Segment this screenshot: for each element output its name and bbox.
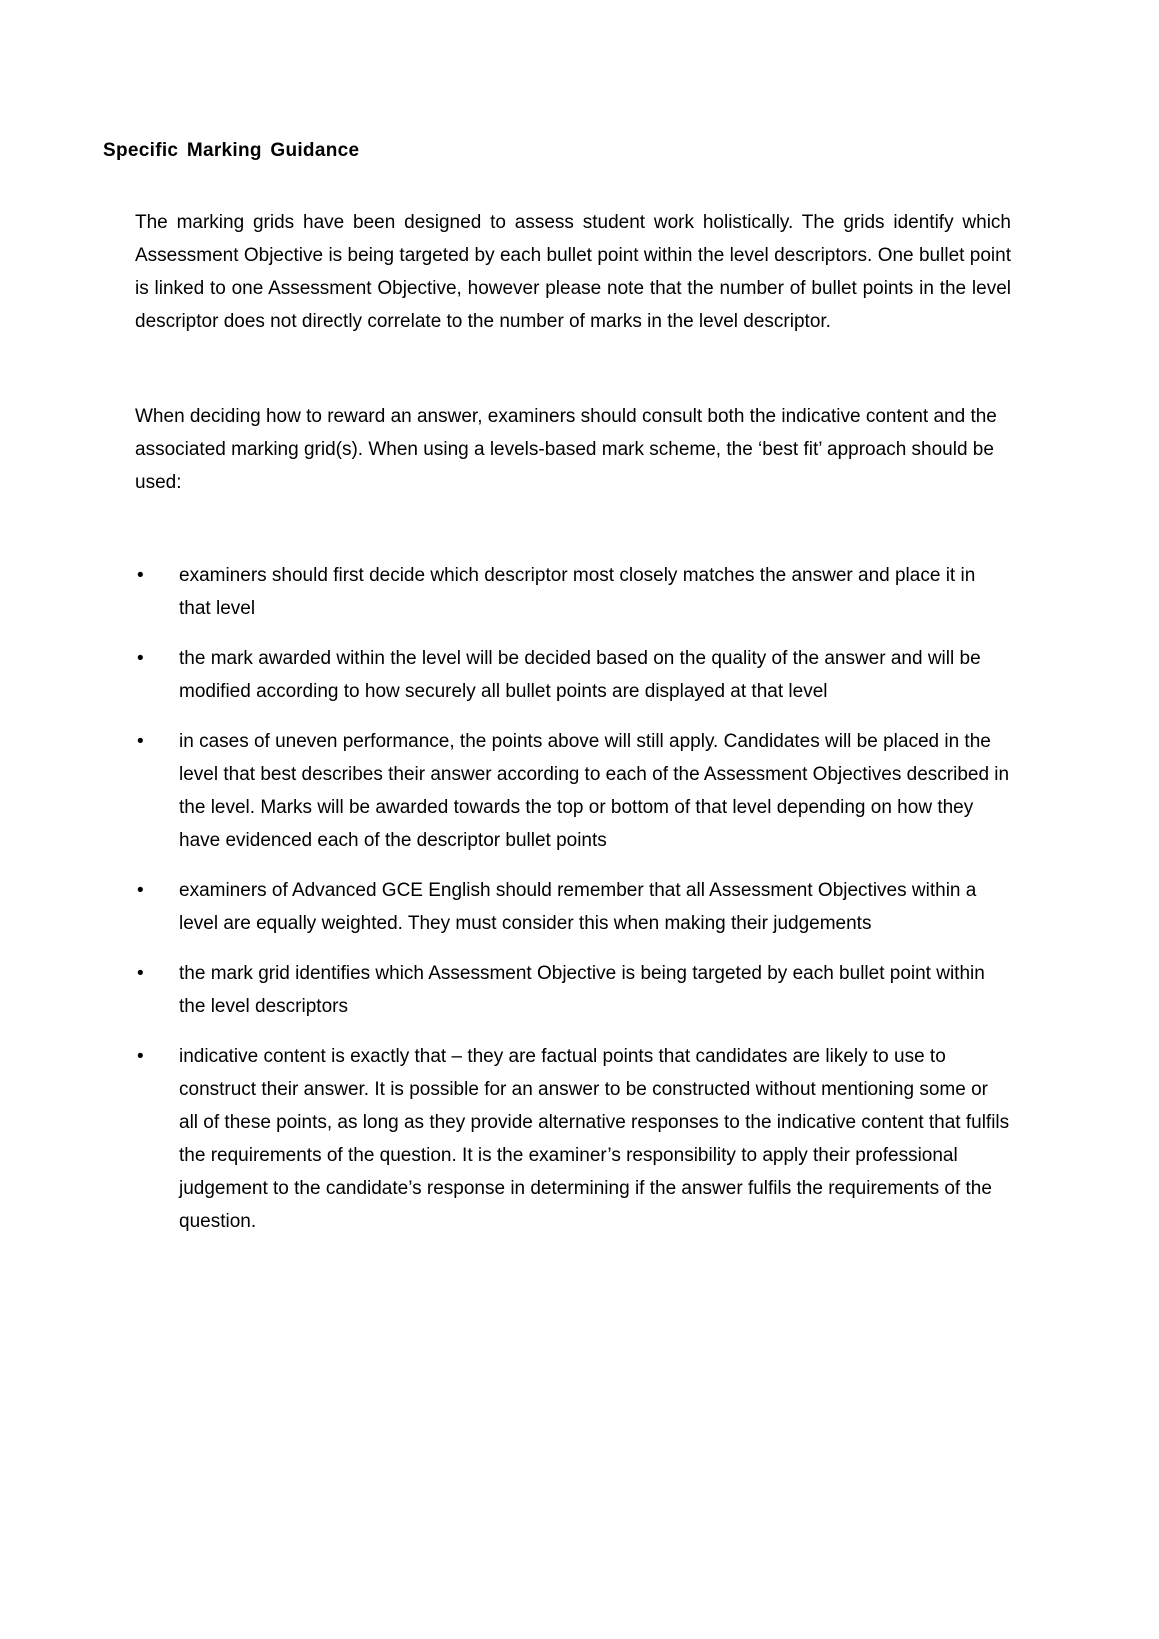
list-item xyxy=(137,1040,1011,1238)
bullet-icon: • xyxy=(137,565,144,586)
list-item-text: indicative content is exactly that – they are factual points that candidates are likely to use to construct their answer. It is possible for an answer to be constructed without mentioning some or all of these points, as long as they provide alternative responses to the indicative content that fulfils the requirements of the question. It is the examiner’s responsibility to apply their professional judgement to the candidate’s response in determining if the answer fulfils the requirements of the question. xyxy=(179,1046,1010,1232)
list-item-text: in cases of uneven performance, the points above will still apply. Candidates will be placed in the level that best describes their answer according to each of the Assessment Objectives described in the level. Marks will be awarded towards the top or bottom of that level depending on how they have evidenced each of the descriptor bullet points xyxy=(179,731,1010,851)
paragraph-marking-grids: The marking grids have been designed to assess student work holistically. The grids identify which Assessment Objective is being targeted by each bullet point within the level descriptors. One bullet point is linked to one Assessment Objective, however please note that the number of bullet points in the level descriptor does not directly correlate to the number of marks in the level descriptor. xyxy=(135,212,1011,332)
page-title: Specific Marking Guidance xyxy=(103,140,360,161)
paragraph-best-fit: When deciding how to reward an answer, examiners should consult both the indicative content and the associated marking grid(s). When using a levels-based mark scheme, the ‘best fit’ approach should be used: xyxy=(135,406,997,493)
list-item-text: the mark awarded within the level will be decided based on the quality of the answer and will be modified according to how securely all bullet points are displayed at that level xyxy=(179,648,981,702)
list-item-text: the mark grid identifies which Assessment Objective is being targeted by each bullet point within the level descriptors xyxy=(179,963,985,1017)
list-item xyxy=(137,957,1011,1023)
guidance-bullet-list xyxy=(103,559,1011,1238)
list-item xyxy=(137,874,1011,940)
bullet-icon: • xyxy=(137,731,144,752)
bullet-icon: • xyxy=(137,648,144,669)
bullet-icon: • xyxy=(137,963,144,984)
bullet-icon: • xyxy=(137,880,144,901)
list-item-text: examiners should first decide which descriptor most closely matches the answer and place it in that level xyxy=(179,565,976,619)
list-item-text: examiners of Advanced GCE English should remember that all Assessment Objectives within a level are equally weighted. They must consider this when making their judgements xyxy=(179,880,977,934)
list-item xyxy=(137,725,1011,857)
list-item xyxy=(137,559,1011,625)
bullet-icon: • xyxy=(137,1046,144,1067)
list-item xyxy=(137,642,1011,708)
